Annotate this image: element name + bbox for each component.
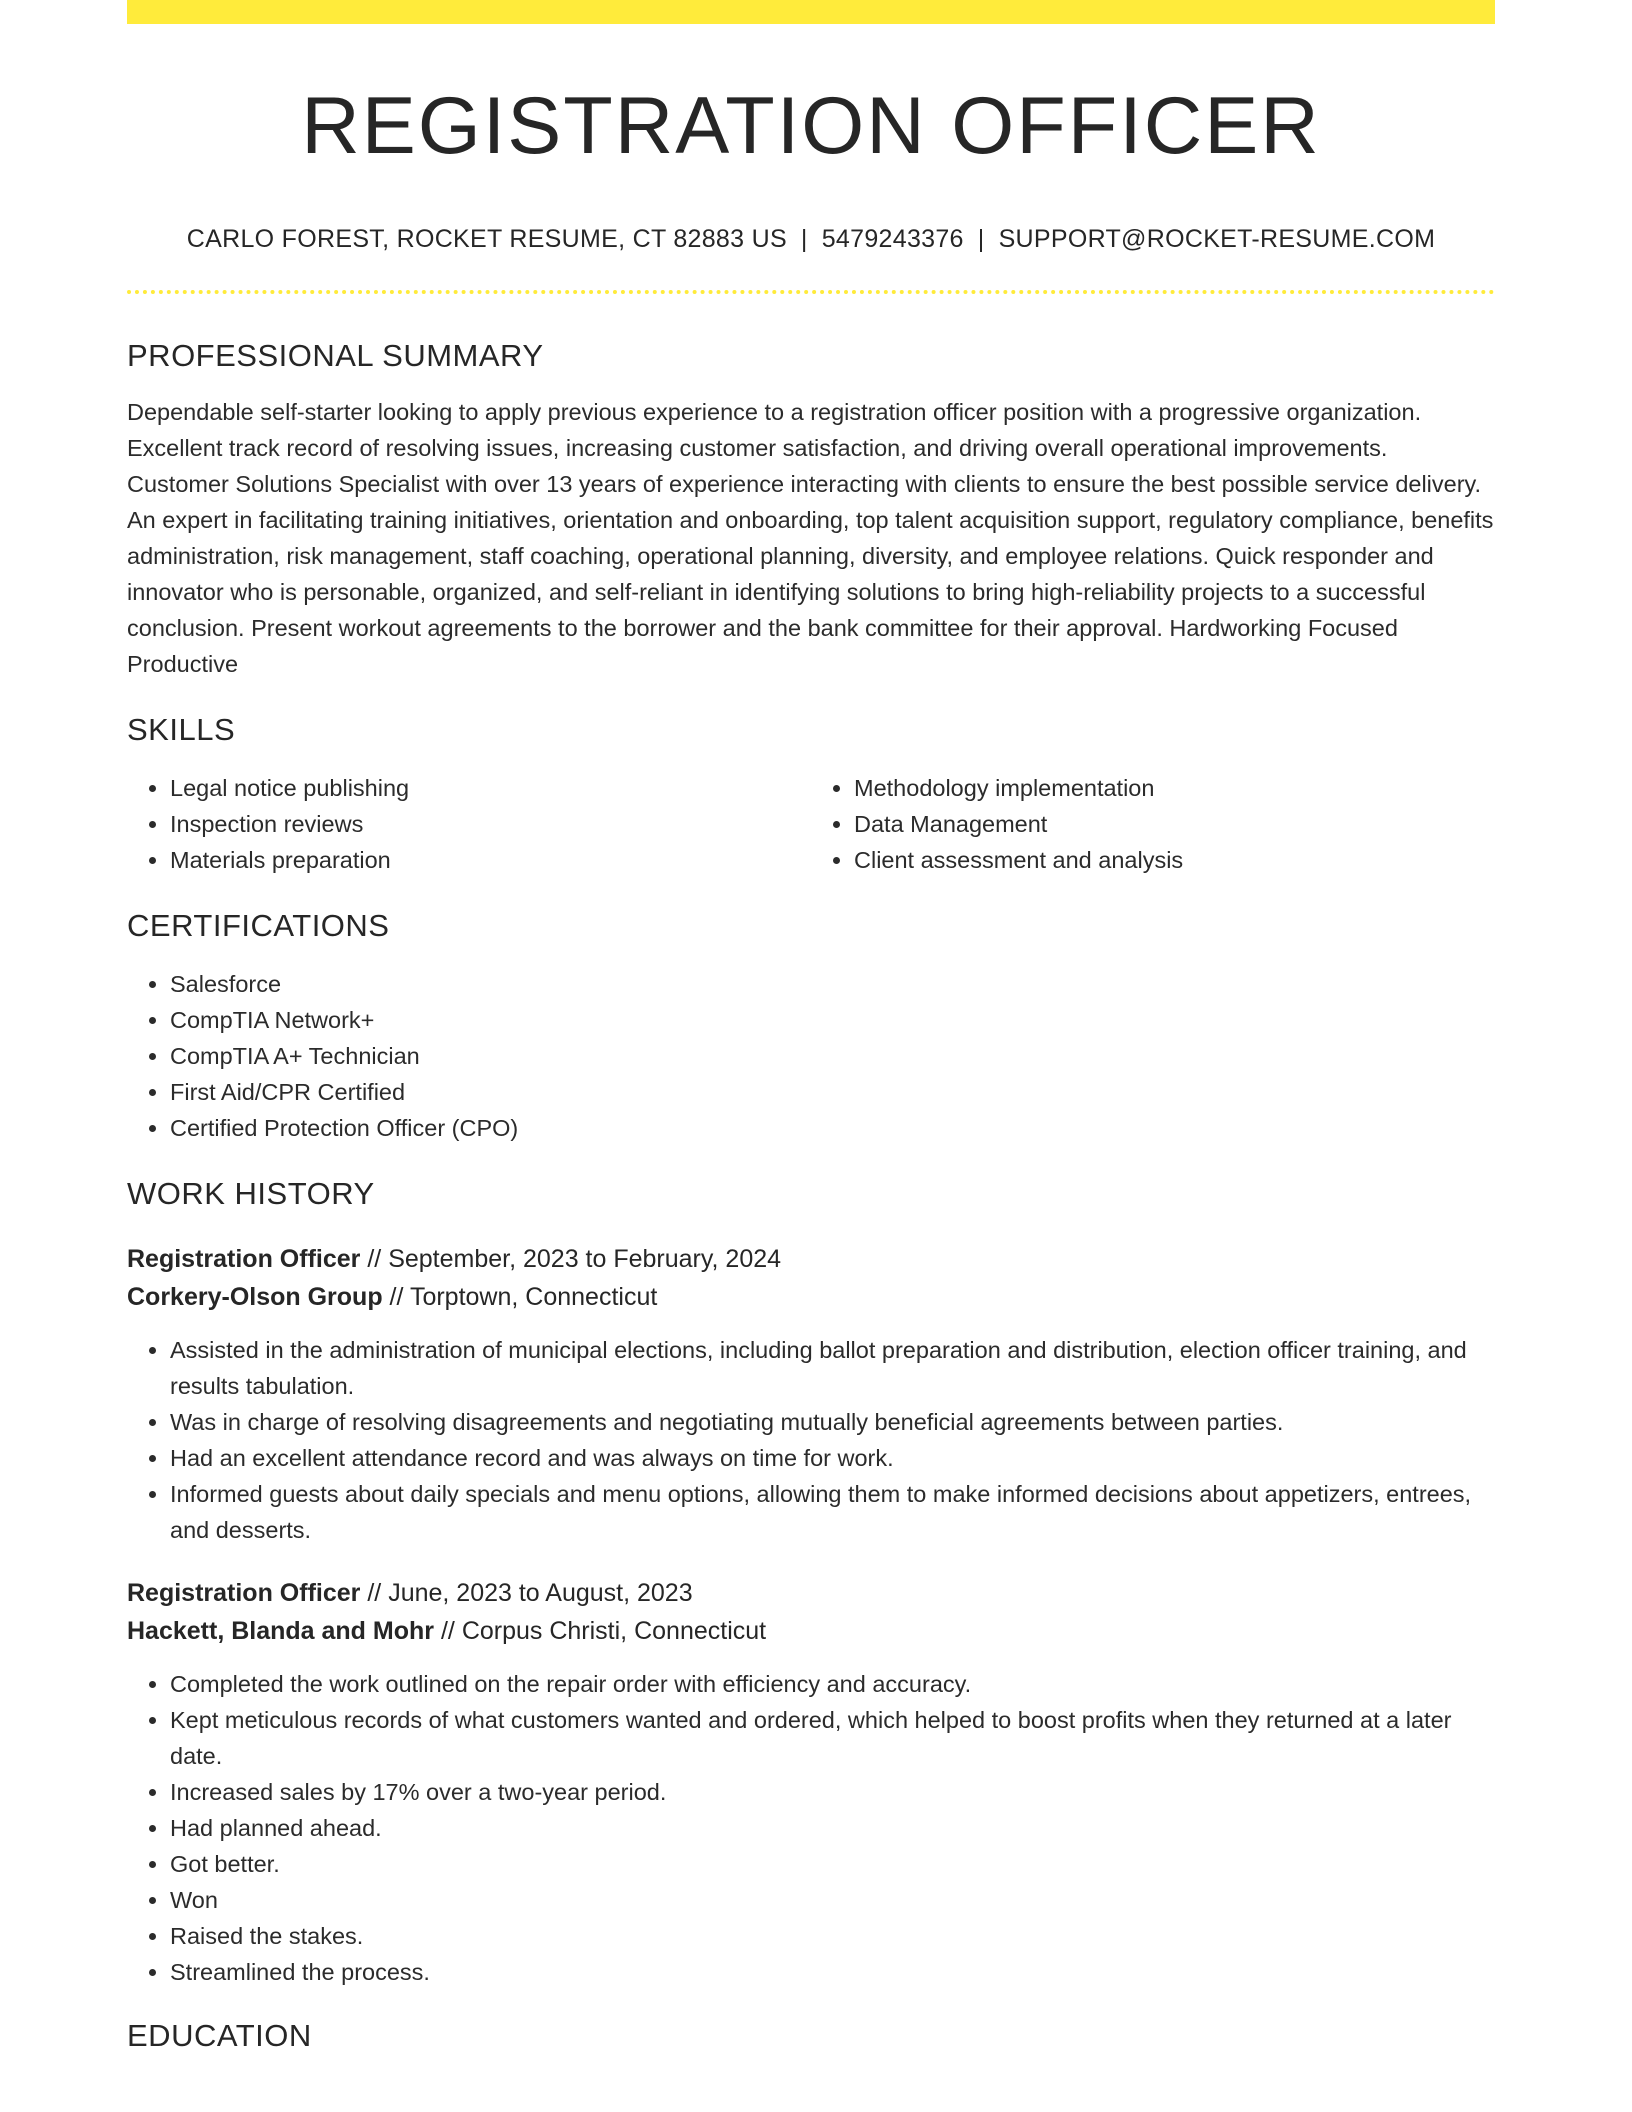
skill-item: • Inspection reviews (170, 806, 811, 842)
job-location: Corpus Christi, Connecticut (461, 1617, 767, 1646)
job-title-line (127, 1574, 1495, 1612)
job-bullet: • Informed guests about daily specials and menu options, allowing them to make informed decisions about appetizers, entrees, and desserts. (170, 1476, 1495, 1548)
contact-phone: 5479243376 (821, 225, 964, 254)
contact-address: CARLO FOREST, ROCKET RESUME, CT 82883 US (186, 225, 787, 254)
job-location: Torptown, Connecticut (409, 1283, 658, 1312)
job-title: Registration Officer (127, 1245, 361, 1274)
contact-separator: | (800, 225, 808, 254)
skill-item: • Methodology implementation (854, 770, 1495, 806)
work-history-heading: WORK HISTORY (127, 1176, 375, 1212)
job-dates: September, 2023 to February, 2024 (388, 1245, 782, 1274)
job-separator: // (367, 1245, 382, 1274)
job-bullet: • Increased sales by 17% over a two-year period. (170, 1774, 1495, 1810)
job-entry (127, 1240, 1495, 1548)
resume-page (127, 0, 1495, 2054)
skill-item: • Client assessment and analysis (854, 842, 1495, 878)
job-title-line (127, 1240, 1495, 1278)
job-separator: // (367, 1579, 382, 1608)
accent-top-bar (127, 0, 1495, 24)
certification-item: • CompTIA Network+ (170, 1002, 1495, 1038)
job-bullet: • Assisted in the administration of municipal elections, including ballot preparation and distribution, election officer training, and results tabulation. (170, 1332, 1495, 1404)
job-bullets (127, 1666, 1495, 1990)
dotted-divider (127, 290, 1495, 294)
job-company: Corkery-Olson Group (127, 1283, 383, 1312)
resume-title: REGISTRATION OFFICER (301, 81, 1321, 171)
certification-item: • CompTIA A+ Technician (170, 1038, 1495, 1074)
job-title: Registration Officer (127, 1579, 361, 1608)
skill-item: • Materials preparation (170, 842, 811, 878)
job-bullets (127, 1332, 1495, 1548)
skills-heading: SKILLS (127, 712, 236, 748)
summary-text: Dependable self-starter looking to apply previous experience to a registration officer position with a progressive organization. Excellent track record of resolving issues, increasing customer satisfaction, and driving overall operational improvements. Customer Solutions Specialist with over 13 years of experience interacting with clients to ensure the best possible service delivery. An expert in facilitating training initiatives, orientation and onboarding, top talent acquisition support, regulatory compliance, benefits administration, risk management, staff coaching, operational planning, diversity, and employee relations. Quick responder and innovator who is personable, organized, and self-reliant in identifying solutions to bring high-reliability projects to a successful conclusion. Present workout agreements to the borrower and the bank committee for their approval. Hardworking Focused Productive (127, 399, 1494, 678)
contact-separator: | (977, 225, 985, 254)
certifications-list (127, 966, 1495, 1146)
summary-heading: PROFESSIONAL SUMMARY (127, 338, 544, 374)
job-bullet: • Was in charge of resolving disagreements and negotiating mutually beneficial agreements between parties. (170, 1404, 1495, 1440)
job-separator: // (389, 1283, 404, 1312)
job-bullet: • Had planned ahead. (170, 1810, 1495, 1846)
job-company-line (127, 1278, 1495, 1316)
job-separator: // (440, 1617, 455, 1646)
contact-email: SUPPORT@ROCKET-RESUME.COM (998, 225, 1436, 254)
job-entry (127, 1574, 1495, 1990)
job-bullet: • Streamlined the process. (170, 1954, 1495, 1990)
certifications-heading: CERTIFICATIONS (127, 908, 390, 944)
contact-line (127, 225, 1495, 254)
skill-item: • Data Management (854, 806, 1495, 842)
skills-columns (127, 770, 1495, 878)
job-bullet: • Got better. (170, 1846, 1495, 1882)
job-company: Hackett, Blanda and Mohr (127, 1617, 434, 1646)
certification-item: • Salesforce (170, 966, 1495, 1002)
skill-item: • Legal notice publishing (170, 770, 811, 806)
skills-list-right (811, 770, 1495, 878)
certification-item: • First Aid/CPR Certified (170, 1074, 1495, 1110)
job-bullet: • Raised the stakes. (170, 1918, 1495, 1954)
certification-item: • Certified Protection Officer (CPO) (170, 1110, 1495, 1146)
job-dates: June, 2023 to August, 2023 (388, 1579, 693, 1608)
job-company-line (127, 1612, 1495, 1650)
skills-list-left (127, 770, 811, 878)
job-bullet: • Had an excellent attendance record and was always on time for work. (170, 1440, 1495, 1476)
education-heading: EDUCATION (127, 2018, 312, 2054)
job-bullet: • Completed the work outlined on the repair order with efficiency and accuracy. (170, 1666, 1495, 1702)
job-bullet: • Won (170, 1882, 1495, 1918)
job-bullet: • Kept meticulous records of what customers wanted and ordered, which helped to boost profits when they returned at a later date. (170, 1702, 1495, 1774)
